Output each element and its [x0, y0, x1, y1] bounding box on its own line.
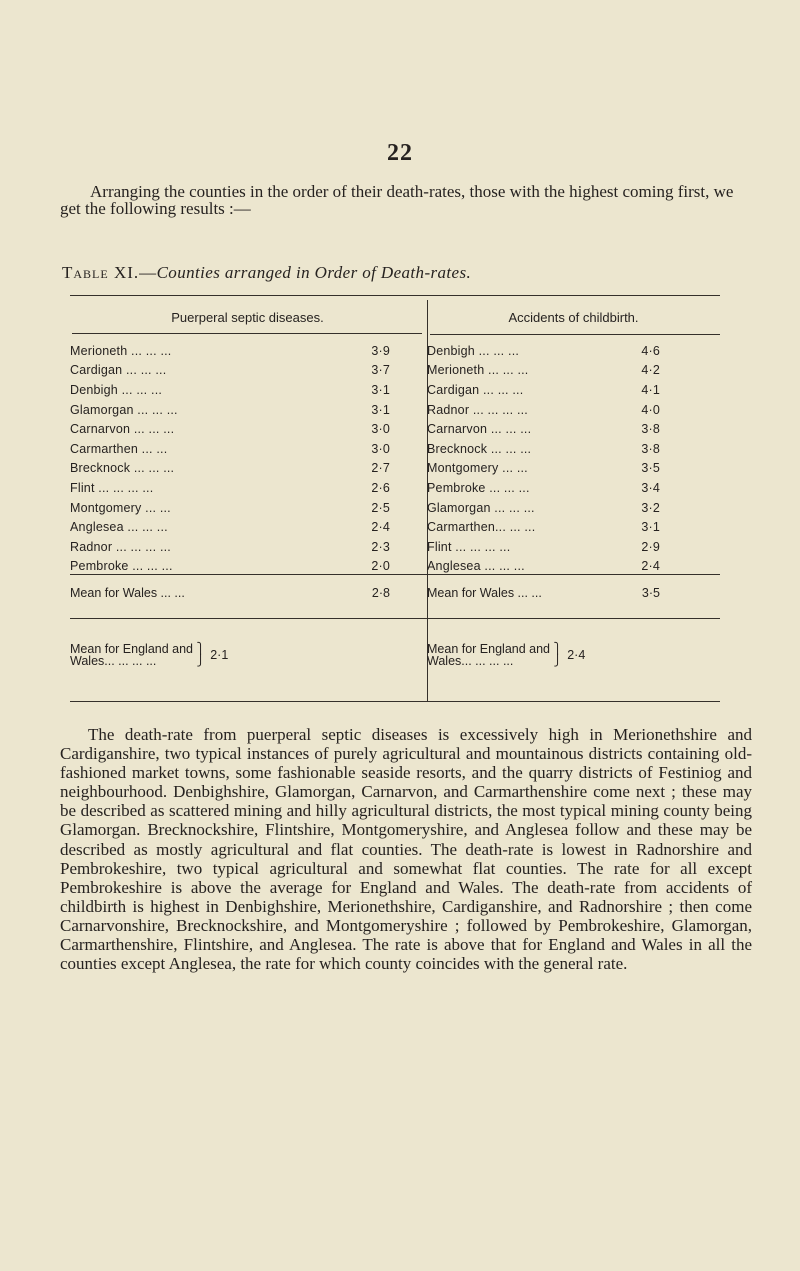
mean-england-wales-label — [427, 643, 550, 667]
rate-value: 2·7 — [371, 461, 390, 476]
accidents-rows — [427, 341, 720, 576]
table-row — [427, 419, 720, 439]
table-title: Counties arranged in Order of Death-rates. — [156, 263, 472, 282]
rate-value: 3·2 — [641, 500, 660, 515]
table-row — [70, 498, 425, 518]
mean-england-wales-row — [70, 643, 228, 667]
table-row — [70, 400, 425, 420]
county-name: Anglesea ... ... ... — [427, 559, 525, 574]
rate-value: 3·8 — [641, 422, 660, 437]
county-name: Denbigh ... ... ... — [70, 382, 163, 397]
table-row — [70, 341, 425, 361]
table-row — [70, 419, 425, 439]
rate-value: 3·1 — [641, 520, 660, 535]
rate-value: 3·0 — [371, 441, 390, 456]
table-top-rule — [70, 295, 720, 296]
county-name: Pembroke ... ... ... — [70, 559, 173, 574]
rate-value: 2·5 — [371, 500, 390, 515]
rate-value: 3·7 — [371, 363, 390, 378]
puerperal-heading: Puerperal septic diseases. — [171, 310, 324, 325]
table-bottom-rule — [70, 701, 720, 702]
mean-england-wales-label — [70, 643, 193, 667]
table-row — [427, 557, 720, 577]
county-name: Montgomery ... ... — [70, 500, 171, 515]
rate-value: 3·1 — [371, 382, 390, 397]
table-row — [427, 361, 720, 381]
county-name: Pembroke ... ... ... — [427, 480, 530, 495]
table-row — [427, 439, 720, 459]
rate-value: 2·6 — [371, 480, 390, 495]
table-row — [427, 459, 720, 479]
county-name: Cardigan ... ... ... — [427, 382, 524, 397]
county-name: Denbigh ... ... ... — [427, 343, 520, 358]
mean-wales-label: Mean for Wales ... ... — [70, 586, 185, 600]
rate-value: 4·1 — [641, 382, 660, 397]
mean-england-wales-value: 2·4 — [567, 648, 586, 662]
table-row — [427, 380, 720, 400]
mean-wales-row — [70, 586, 425, 600]
rate-value: 3·0 — [371, 422, 390, 437]
brace-glyph: ⎫ ⎭ — [196, 643, 205, 667]
table-row — [427, 537, 720, 557]
puerperal-rows — [70, 341, 425, 576]
rate-value: 3·1 — [371, 402, 390, 417]
county-name: Flint ... ... ... ... — [427, 539, 511, 554]
rate-value: 3·5 — [641, 461, 660, 476]
county-name: Carnarvon ... ... ... — [70, 422, 175, 437]
county-name: Glamorgan ... ... ... — [427, 500, 535, 515]
county-name: Anglesea ... ... ... — [70, 520, 168, 535]
rate-value: 4·2 — [641, 363, 660, 378]
table-row — [70, 478, 425, 498]
table-caption — [62, 263, 752, 283]
mean-england-wales-label-line1: Mean for England and — [427, 642, 551, 656]
rate-value: 2·9 — [641, 539, 660, 554]
table-row — [427, 478, 720, 498]
county-name: Montgomery ... ... — [427, 461, 528, 476]
county-name: Carnarvon ... ... ... — [427, 422, 532, 437]
intro-paragraph: Arranging the counties in the order of their death-rates, those with the highest coming first, we get the following results :— — [60, 182, 734, 218]
rate-value: 3·8 — [641, 441, 660, 456]
body-paragraph: The death-rate from puerperal septic diseases is excessively high in Merionethshire and Cardiganshire, two typical instances of purely agricultural and mountainous districts containing old-fashioned market towns, some fashionable seaside resorts, and the quarry districts of Festiniog and neighbourhood. Denbighshire, Glamorgan, Carnarvon, and Carmarthenshire come next ; these may be described as scattered mining and hilly agricultural districts, the most typical mining county being Glamorgan. Brecknockshire, Flintshire, Montgomeryshire, and Anglesea follow and these may be described as mostly agricultural and flat counties. The death-rate is lowest in Radnorshire and Pembrokeshire, two typical agricultural and somewhat flat counties. The rate for all except Pembrokeshire is above the average for England and Wales. The death-rate from accidents of childbirth is highest in Denbighshire, Merionethshire, Cardiganshire, and Radnorshire ; then come Carnarvonshire, Brecknockshire, and Montgomeryshire ; followed by Pembrokeshire, Glamorgan, Carmarthenshire, Flintshire, and Anglesea. The rate is above that for England and Wales in all the counties except Anglesea, the rate for which county coincides with the general rate. — [60, 725, 752, 974]
rate-value: 2·0 — [371, 559, 390, 574]
table-label: Table XI. — [62, 263, 140, 282]
table-row — [70, 439, 425, 459]
county-name: Carmarthen ... ... — [70, 441, 168, 456]
mean-wales-value: 3·5 — [641, 586, 660, 600]
mean-england-wales-label-line2: Wales... ... ... ... — [427, 654, 514, 668]
rate-value: 4·0 — [641, 402, 660, 417]
table-row — [70, 380, 425, 400]
accidents-heading: Accidents of childbirth. — [508, 310, 639, 325]
rate-value: 2·3 — [371, 539, 390, 554]
table-row — [427, 498, 720, 518]
table-row — [70, 537, 425, 557]
death-rates-table — [70, 310, 720, 692]
mean-wales-row — [427, 586, 720, 600]
rate-value: 4·6 — [641, 343, 660, 358]
mean-england-wales-value: 2·1 — [210, 648, 229, 662]
mean-wales-label: Mean for Wales ... ... — [427, 586, 542, 600]
mean-england-wales-label-line2: Wales... ... ... ... — [70, 654, 157, 668]
table-row — [70, 557, 425, 577]
county-name: Brecknock ... ... ... — [70, 461, 175, 476]
table-row — [427, 400, 720, 420]
accidents-column — [427, 310, 720, 692]
brace-glyph: ⎫ ⎭ — [553, 643, 562, 667]
county-name: Merioneth ... ... ... — [427, 363, 529, 378]
table-row — [427, 517, 720, 537]
county-name: Glamorgan ... ... ... — [70, 402, 178, 417]
county-name: Carmarthen... ... ... — [427, 520, 536, 535]
table-row — [70, 517, 425, 537]
county-name: Radnor ... ... ... ... — [70, 539, 171, 554]
page-number: 22 — [387, 140, 413, 166]
county-name: Radnor ... ... ... ... — [427, 402, 528, 417]
table-row — [70, 361, 425, 381]
table-dash: — — [139, 263, 157, 282]
mean-wales-value: 2·8 — [371, 586, 390, 600]
rate-value: 2·4 — [371, 520, 390, 535]
county-name: Brecknock ... ... ... — [427, 441, 532, 456]
table-row — [70, 459, 425, 479]
table-row — [427, 341, 720, 361]
rate-value: 3·4 — [641, 480, 660, 495]
mean-england-wales-row — [427, 643, 585, 667]
county-name: Merioneth ... ... ... — [70, 343, 172, 358]
rate-value: 2·4 — [641, 559, 660, 574]
rate-value: 3·9 — [371, 343, 390, 358]
mean-england-wales-label-line1: Mean for England and — [70, 642, 194, 656]
puerperal-column — [70, 310, 425, 692]
county-name: Cardigan ... ... ... — [70, 363, 167, 378]
county-name: Flint ... ... ... ... — [70, 480, 154, 495]
